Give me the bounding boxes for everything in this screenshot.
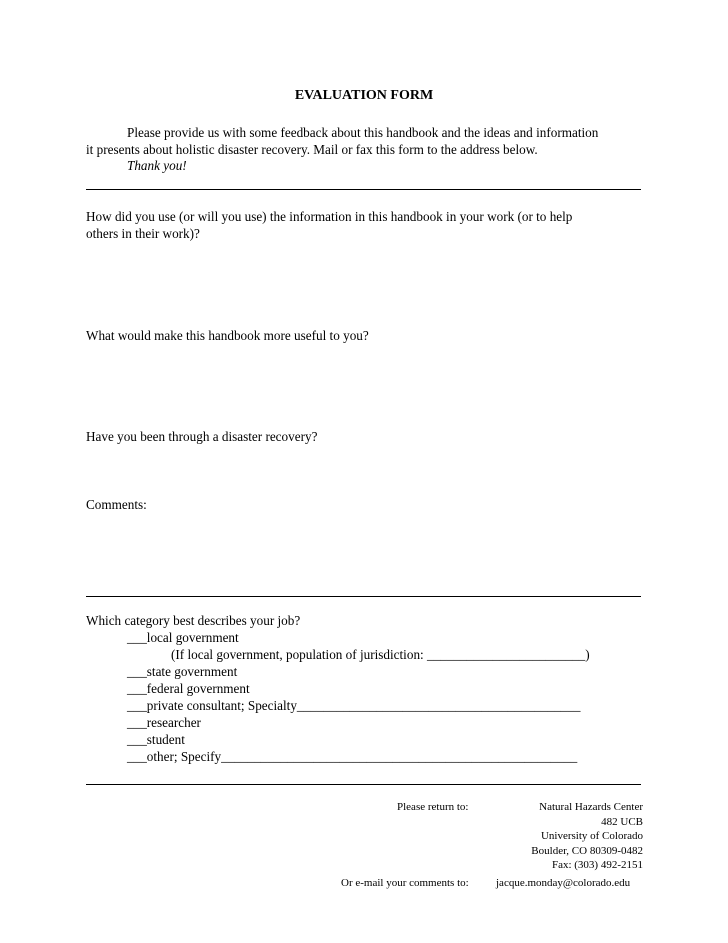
question-2: What would make this handbook more useful to you?	[86, 328, 369, 343]
intro-line-2: it presents about holistic disaster recovery. Mail or fax this form to the address below.	[86, 141, 538, 157]
local-population-line[interactable]: (If local government, population of jurisdiction: ________________________)	[171, 647, 590, 662]
thank-you-text: Thank you!	[127, 158, 187, 173]
option-student[interactable]: ___student	[127, 732, 185, 747]
divider-top	[86, 189, 641, 190]
question-1-line-1: How did you use (or will you use) the information in this handbook in your work (or to help	[86, 209, 573, 224]
question-1	[86, 209, 646, 242]
mailing-address	[531, 800, 643, 873]
job-question: Which category best describes your job?	[86, 613, 301, 628]
address-line-5: Fax: (303) 492-2151	[551, 859, 643, 871]
address-line-3: University of Colorado	[540, 830, 643, 842]
divider-middle	[86, 596, 641, 597]
option-federal-government[interactable]: ___federal government	[127, 681, 250, 696]
option-local-government[interactable]: ___local government	[127, 630, 239, 645]
comments-label: Comments:	[86, 497, 147, 512]
address-line-1: Natural Hazards Center	[539, 801, 643, 813]
option-state-government[interactable]: ___state government	[127, 664, 238, 679]
address-line-2: 482 UCB	[601, 815, 643, 828]
email-label: Or e-mail your comments to:	[341, 877, 469, 889]
contact-email[interactable]: jacque.monday@colorado.edu	[496, 877, 631, 889]
intro-paragraph	[86, 125, 646, 175]
option-other[interactable]: ___other; Specify______________________________________________________	[127, 749, 578, 764]
question-1-line-2: others in their work)?	[86, 225, 200, 241]
option-private-consultant[interactable]: ___private consultant; Specialty___________________________________________	[127, 698, 581, 713]
intro-line-1: Please provide us with some feedback about this handbook and the ideas and information	[127, 125, 599, 140]
divider-bottom	[86, 784, 641, 785]
question-3: Have you been through a disaster recovery?	[86, 429, 318, 444]
option-researcher[interactable]: ___researcher	[127, 715, 201, 730]
form-title: EVALUATION FORM	[294, 88, 434, 103]
return-label: Please return to:	[397, 801, 469, 813]
address-line-4: Boulder, CO 80309-0482	[531, 844, 643, 857]
